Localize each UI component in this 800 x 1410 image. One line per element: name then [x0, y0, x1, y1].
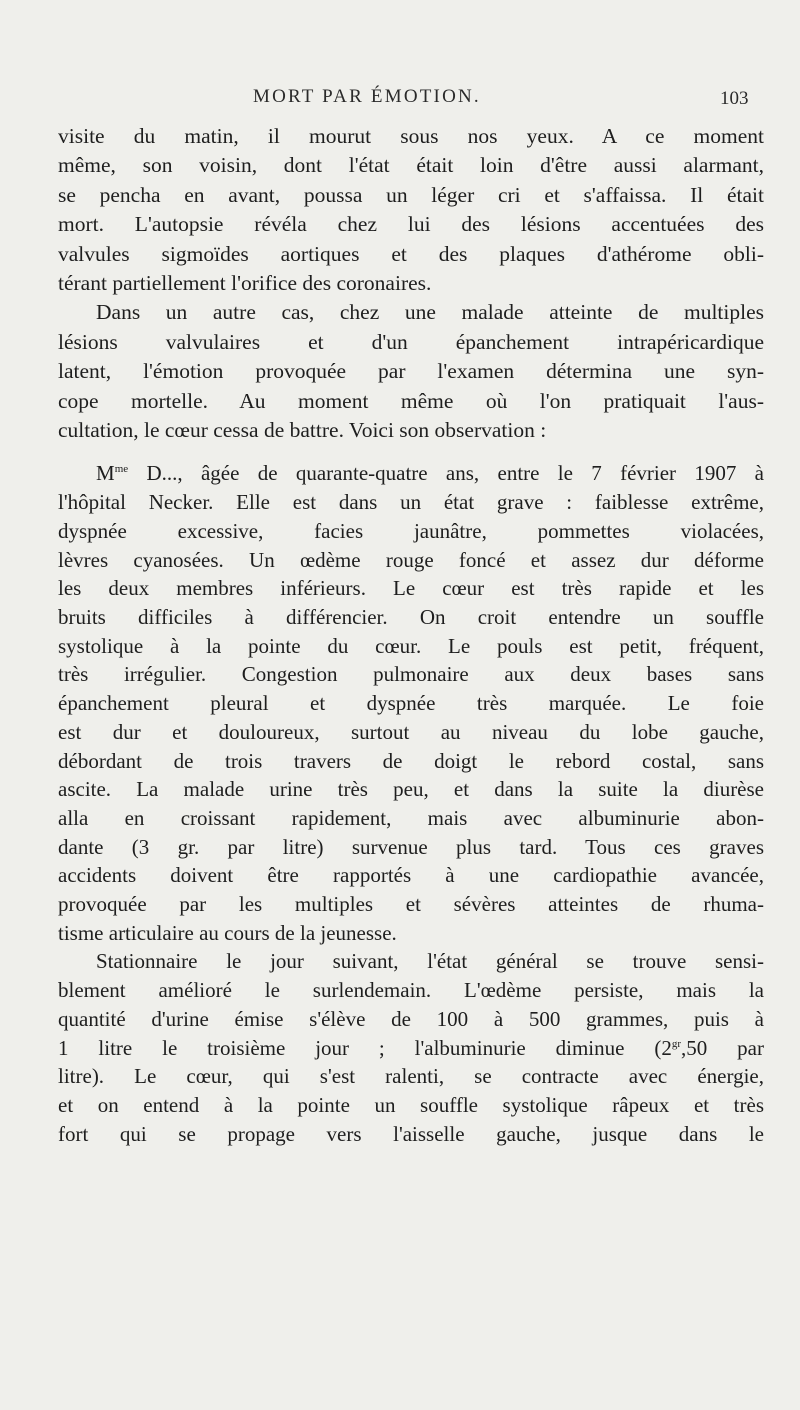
text-line: l'hôpital Necker. Elle est dans un état grave : faiblesse extrême, [58, 490, 764, 515]
text-line: dante (3 gr. par litre) survenue plus tard. Tous ces graves [58, 834, 764, 859]
paragraph-evolution [58, 947, 764, 1148]
paragraph-case-continuation [58, 122, 764, 298]
body-text [58, 122, 764, 1148]
unit-superscript: gr [671, 1037, 682, 1050]
text-line: est dur et douloureux, surtout au niveau du lobe gauche, [58, 719, 764, 744]
text-line: valvules sigmoïdes aortiques et des plaques d'athérome obli- [58, 241, 764, 266]
running-title: MORT PAR ÉMOTION. [253, 86, 481, 107]
text-line: ascite. La malade urine très peu, et dans la suite la diurèse [58, 777, 764, 802]
text-line: tisme articulaire au cours de la jeunesse. [58, 920, 397, 945]
text-line: cultation, le cœur cessa de battre. Voici son observation : [58, 418, 547, 443]
text-line: et on entend à la pointe un souffle systolique râpeux et très [58, 1092, 764, 1117]
text-line: visite du matin, il mourut sous nos yeux. A ce moment [58, 124, 764, 148]
honorific-superscript: me [114, 463, 129, 476]
honorific: M [96, 461, 115, 486]
text-fragment: ,50 par [681, 1035, 764, 1060]
text-line: fort qui se propage vers l'aisselle gauche, jusque dans le [58, 1121, 764, 1146]
text-line: même, son voisin, dont l'état était loin d'être aussi alarmant, [58, 153, 764, 178]
text-line: accidents doivent être rapportés à une cardiopathie avancée, [58, 863, 764, 888]
text-line: dyspnée excessive, facies jaunâtre, pommettes violacées, [58, 518, 764, 543]
text-line-with-superscript [58, 1034, 764, 1063]
text-line: mort. L'autopsie révéla chez lui des lésions accentuées des [58, 212, 764, 237]
text-line: lésions valvulaires et d'un épanchement intrapéricardique [58, 329, 764, 354]
observation-first-line-text: D..., âgée de quarante-quatre ans, entre le 7 février 1907 à [128, 461, 764, 486]
page-header [0, 86, 800, 116]
text-line: se pencha en avant, poussa un léger cri et s'affaissa. Il était [58, 182, 764, 207]
text-line: quantité d'urine émise s'élève de 100 à 500 grammes, puis à [58, 1006, 764, 1031]
text-line: systolique à la pointe du cœur. Le pouls est petit, fréquent, [58, 633, 764, 658]
text-line: cope mortelle. Au moment même où l'on pratiquait l'aus- [58, 388, 764, 413]
text-line: Stationnaire le jour suivant, l'état général se trouve sensi- [96, 949, 764, 974]
text-line: alla en croissant rapidement, mais avec albuminurie abon- [58, 805, 764, 830]
text-line: provoquée par les multiples et sévères atteintes de rhuma- [58, 892, 764, 917]
text-line: litre). Le cœur, qui s'est ralenti, se contracte avec énergie, [58, 1064, 764, 1089]
text-line: débordant de trois travers de doigt le rebord costal, sans [58, 748, 764, 773]
paragraph-observation [58, 459, 764, 947]
page-number: 103 [720, 88, 749, 109]
text-fragment: 1 litre le troisième jour ; l'albuminurie diminue (2 [58, 1035, 672, 1060]
text-line: latent, l'émotion provoquée par l'examen détermina une syn- [58, 359, 764, 384]
text-line: Dans un autre cas, chez une malade atteinte de multiples [96, 300, 764, 325]
text-line: blement amélioré le surlendemain. L'œdème persiste, mais la [58, 978, 764, 1003]
paragraph-second-case [58, 298, 764, 445]
text-line: très irrégulier. Congestion pulmonaire aux deux bases sans [58, 662, 764, 687]
text-line: bruits difficiles à différencier. On croit entendre un souffle [58, 604, 764, 629]
text-line: térant partiellement l'orifice des coronaires. [58, 271, 432, 296]
text-line: les deux membres inférieurs. Le cœur est très rapide et les [58, 576, 764, 601]
text-line: lèvres cyanosées. Un œdème rouge foncé et assez dur déforme [58, 547, 764, 572]
observation-first-line [58, 459, 764, 488]
text-line: épanchement pleural et dyspnée très marquée. Le foie [58, 691, 764, 716]
